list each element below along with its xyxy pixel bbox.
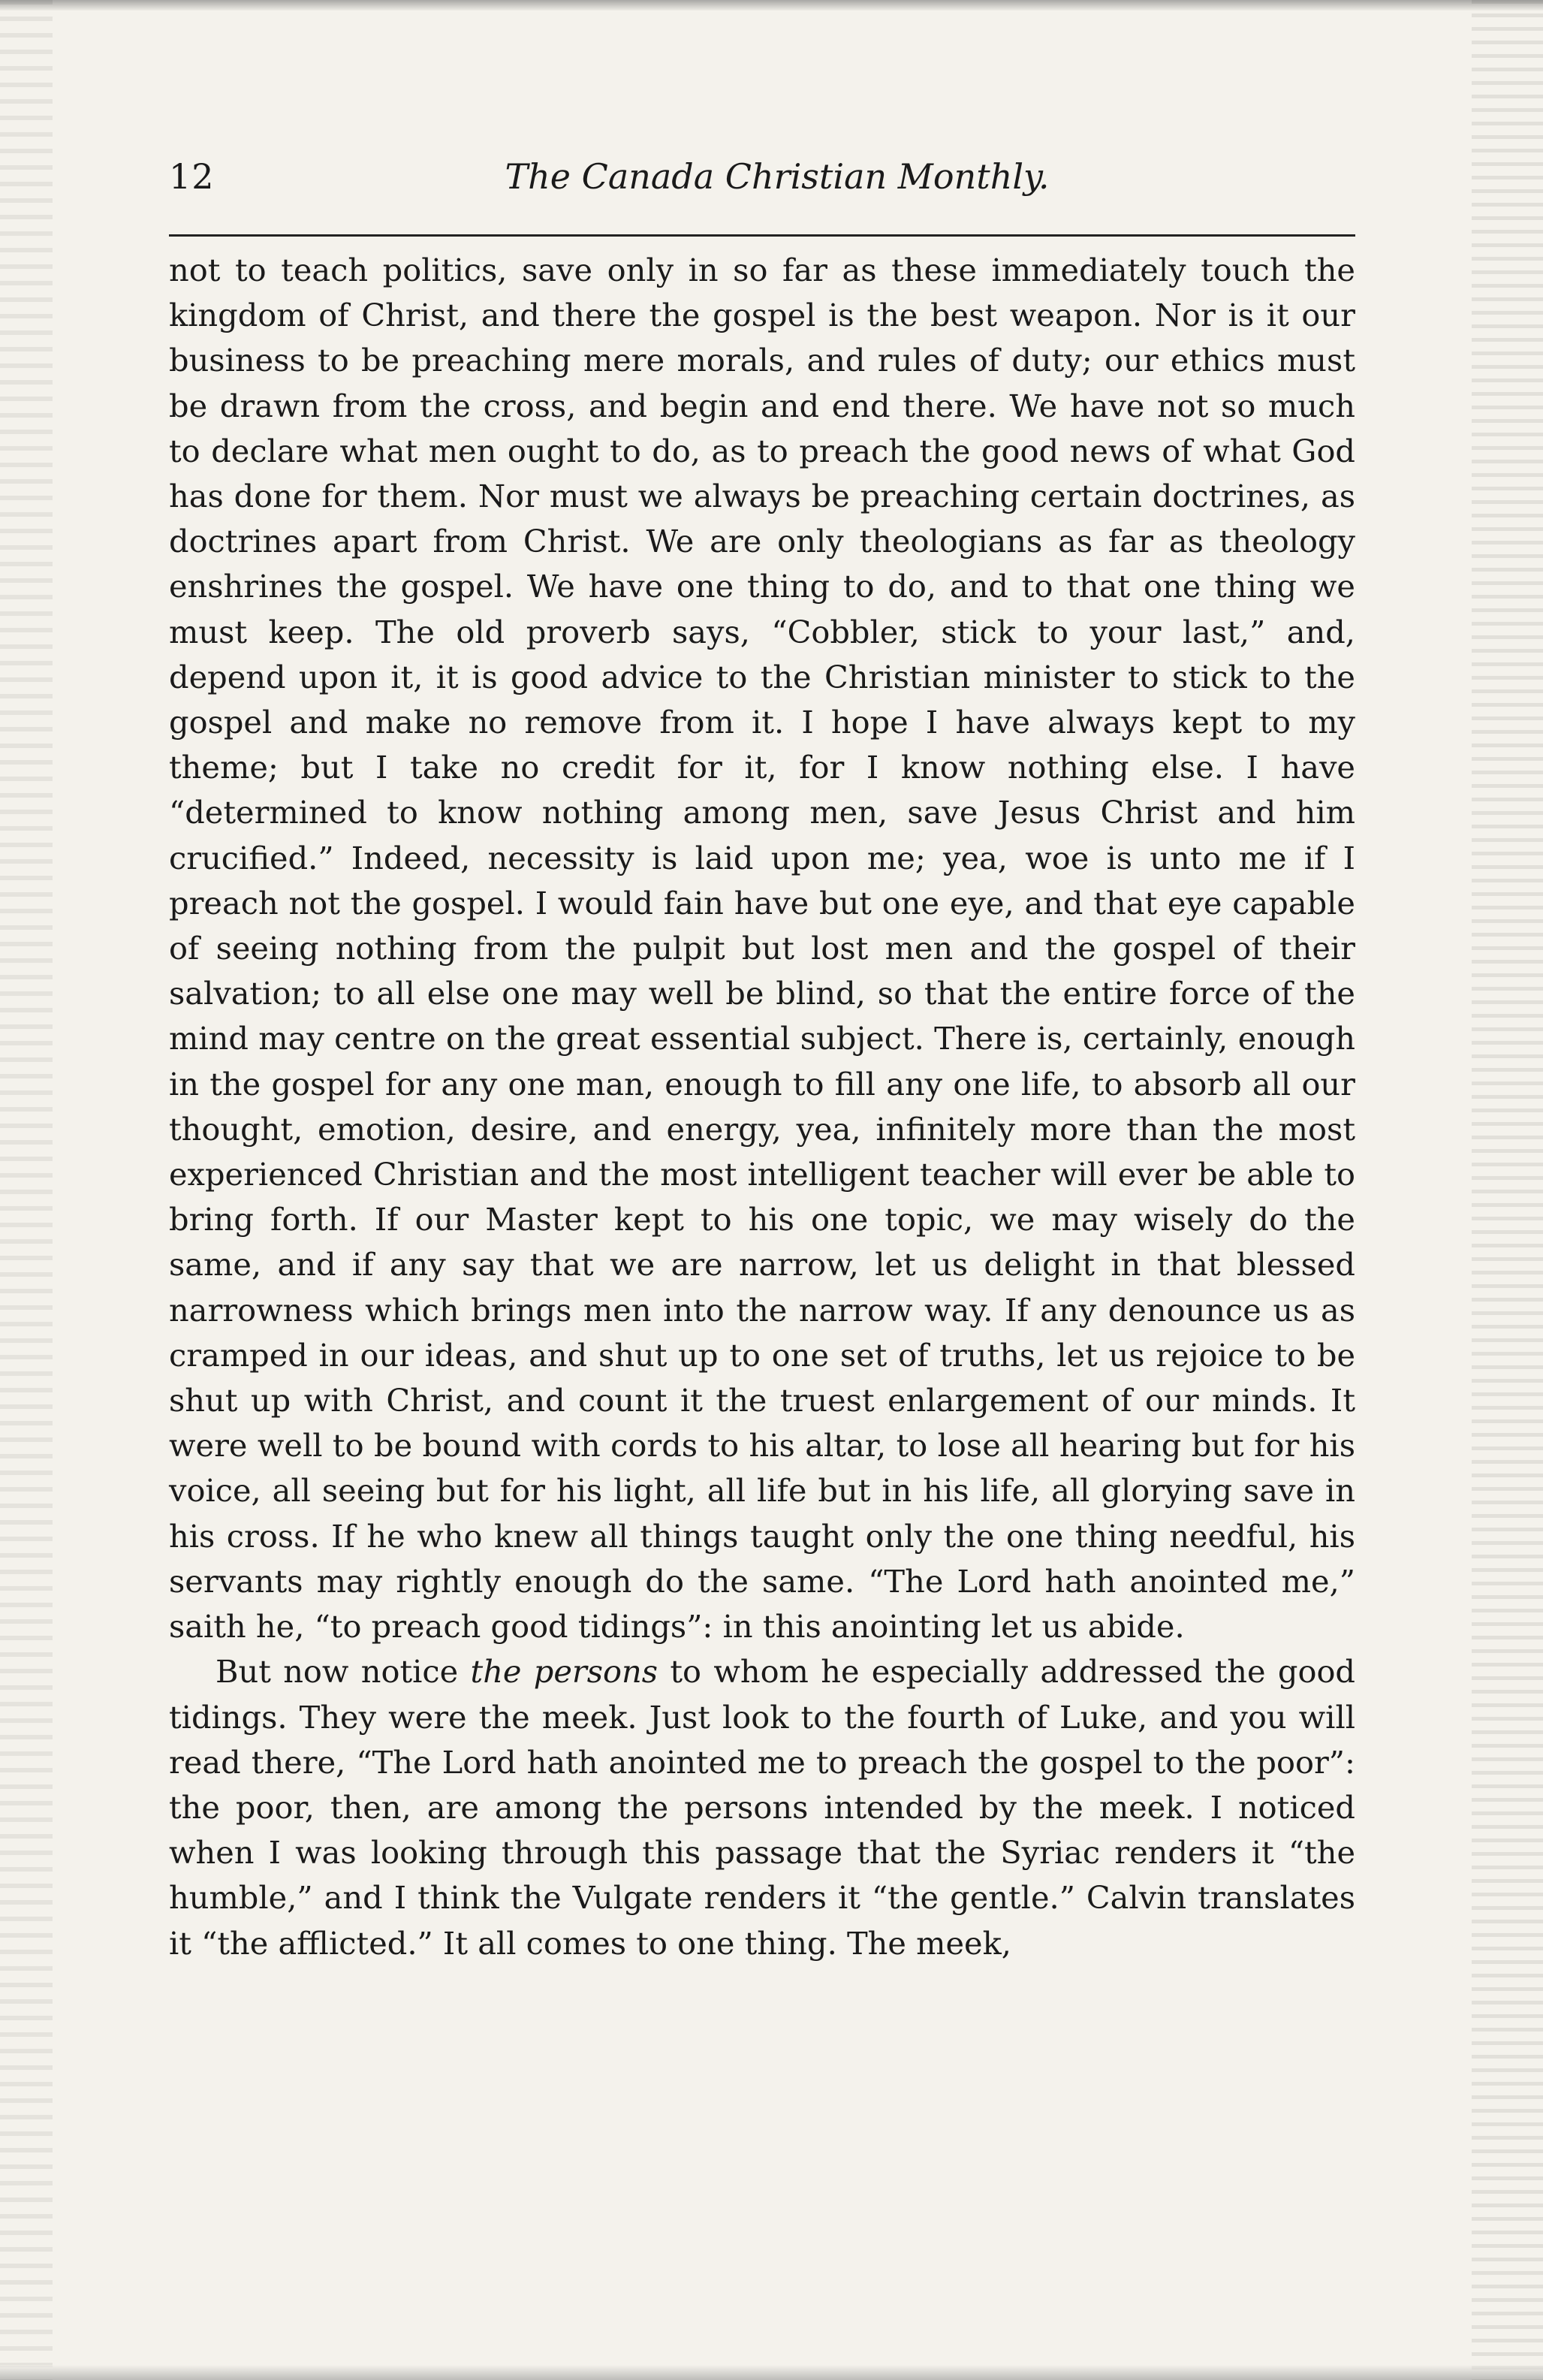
page-number: 12	[169, 156, 215, 197]
paragraph-1: not to teach politics, save only in so far as these immediately touch the kingdom of Christ, and there the gospel is the best weapon. Nor is it our business to be preaching mere morals, and rules of duty; our ethics must be drawn from the cross, and begin and end there. We have not so much to declare what men ought to do, as to preach the good news of what God has done for them. Nor must we always be preaching certain doctrines, as doctrines apart from Christ. We are only theologians as far as theology enshrines the gospel. We have one thing to do, and to that one thing we must keep. The old proverb says, “Cobbler, stick to your last,” and, depend upon it, it is good advice to the Christian minister to stick to the gospel and make no remove from it. I hope I have always kept to my theme; but I take no credit for it, for I know nothing else. I have “determined to know nothing among men, save Jesus Christ and him crucified.” Indeed, necessity is laid upon me; yea, woe is unto me if I preach not the gospel. I would fain have but one eye, and that eye capable of seeing nothing from the pulpit but lost men and the gospel of their salvation; to all else one may well be blind, so that the entire force of the mind may centre on the great essential subject. There is, certainly, enough in the gospel for any one man, enough to fill any one life, to absorb all our thought, emotion, desire, and energy, yea, infinitely more than the most experienced Christian and the most intelligent teacher will ever be able to bring forth. If our Master kept to his one topic, we may wisely do the same, and if any say that we are narrow, let us delight in that blessed narrowness which brings men into the narrow way. If any denounce us as cramped in our ideas, and shut up to one set of truths, let us rejoice to be shut up with Christ, and count it the truest enlargement of our minds. It were well to be bound with cords to his altar, to lose all hearing but for his voice, all seeing but for his light, all life but in his life, all glorying save in his cross. If he who knew all things taught only the one thing needful, his servants may rightly enough do the same. “The Lord hath anointed me,” saith he, “to preach good tidings”: in this anointing let us abide.	[169, 252, 1355, 1645]
paragraph-2-after: to whom he especially addressed the good tidings. They were the meek. Just look to the fourth of Luke, and you will read there, “The Lord hath anointed me to preach the gospel to the poor”: the poor, then, are among the persons intended by the meek. I noticed when I was looking through this passage that the Syriac renders it “the humble,” and I think the Vulgate renders it “the gentle.” Calvin translates it “the afflicted.” It all comes to one thing. The meek,	[169, 1653, 1355, 1962]
running-title: The Canada Christian Monthly.	[505, 156, 1050, 197]
scan-edge-right	[1472, 0, 1543, 2380]
paragraph-2-before: But now notice	[215, 1653, 471, 1691]
paragraph-2	[169, 1649, 1355, 1965]
scan-edge-left	[0, 0, 53, 2380]
body-text	[169, 248, 1355, 1966]
scan-edge-top	[0, 0, 1543, 11]
header-rule	[169, 234, 1355, 237]
page-header	[169, 150, 1355, 203]
scan-edge-bottom	[0, 2365, 1543, 2380]
paragraph-2-italic: the persons	[470, 1653, 658, 1691]
